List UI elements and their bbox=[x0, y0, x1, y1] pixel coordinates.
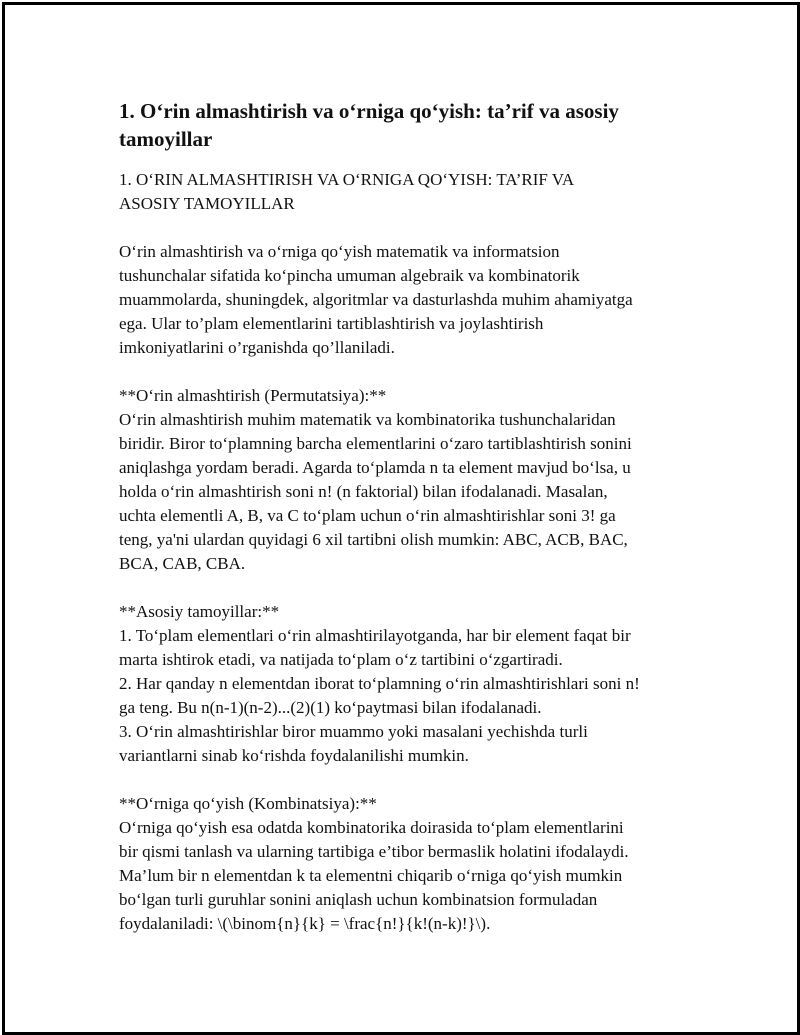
permutation-line: teng, ya'ni ulardan quyidagi 6 xil tartibni olish mumkin: ABC, ACB, BAC, bbox=[119, 530, 628, 549]
permutation-line: aniqlashga yordam beradi. Agarda to‘plamda n ta element mavjud bo‘lsa, u bbox=[119, 458, 631, 477]
combination-heading: **O‘rniga qo‘yish (Kombinatsiya):** bbox=[119, 794, 377, 813]
principles-line: marta ishtirok etadi, va natijada to‘plam o‘z tartibini o‘zgartiradi. bbox=[119, 650, 563, 669]
combination-line: bir qismi tanlash va ularning tartibiga e’tibor bermaslik holatini ifodalaydi. bbox=[119, 842, 629, 861]
intro-line: imkoniyatlarini o’rganishda qo’llaniladi. bbox=[119, 338, 395, 357]
intro-line: tushunchalar sifatida ko‘pincha umuman algebraik va kombinatorik bbox=[119, 266, 580, 285]
permutation-heading: **O‘rin almashtirish (Permutatsiya):** bbox=[119, 386, 387, 405]
intro-line: O‘rin almashtirish va o‘rniga qo‘yish matematik va informatsion bbox=[119, 242, 560, 261]
principles-line: 2. Har qanday n elementdan iborat to‘plamning o‘rin almashtirishlari soni n! bbox=[119, 674, 640, 693]
combination-line: foydalaniladi: \(\binom{n}{k} = \frac{n!}{k!(n-k)!}\). bbox=[119, 914, 491, 933]
permutation-line: BCA, CAB, CBA. bbox=[119, 554, 246, 573]
combination-line: bo‘lgan turli guruhlar sonini aniqlash uchun kombinatsion formuladan bbox=[119, 890, 598, 909]
intro-line: ega. Ular to’plam elementlarini tartiblashtirish va joylashtirish bbox=[119, 314, 544, 333]
combination-line: O‘rniga qo‘yish esa odatda kombinatorika doirasida to‘plam elementlarini bbox=[119, 818, 624, 837]
permutation-line: O‘rin almashtirish muhim matematik va kombinatorika tushunchalaridan bbox=[119, 410, 616, 429]
intro-line: muammolarda, shuningdek, algoritmlar va dasturlashda muhim ahamiyatga bbox=[119, 290, 633, 309]
subtitle-line: 1. O‘RIN ALMASHTIRISH VA O‘RNIGA QO‘YISH: TA’RIF VA bbox=[119, 170, 575, 189]
combination-section bbox=[119, 792, 699, 936]
principles-heading: **Asosiy tamoyillar:** bbox=[119, 602, 280, 621]
document-title bbox=[119, 97, 699, 153]
principles-line: 1. To‘plam elementlari o‘rin almashtirilayotganda, har bir element faqat bir bbox=[119, 626, 631, 645]
title-line: 1. O‘rin almashtirish va o‘rniga qo‘yish: ta’rif va asosiy bbox=[119, 99, 619, 123]
combination-line: Ma’lum bir n elementdan k ta elementni chiqarib o‘rniga qo‘yish mumkin bbox=[119, 866, 623, 885]
permutation-line: uchta elementli A, B, va C to‘plam uchun o‘rin almashtirishlar soni 3! ga bbox=[119, 506, 616, 525]
principles-line: 3. O‘rin almashtirishlar biror muammo yoki masalani yechishda turli bbox=[119, 722, 588, 741]
permutation-line: biridir. Biror to‘plamning barcha elementlarini o‘zaro tartiblashtirish sonini bbox=[119, 434, 632, 453]
principles-section bbox=[119, 600, 699, 768]
permutation-section bbox=[119, 384, 699, 576]
title-line: tamoyillar bbox=[119, 127, 213, 151]
document-subtitle bbox=[119, 168, 699, 216]
permutation-line: holda o‘rin almashtirish soni n! (n faktorial) bilan ifodalanadi. Masalan, bbox=[119, 482, 608, 501]
page-frame bbox=[2, 2, 800, 1035]
principles-line: ga teng. Bu n(n-1)(n-2)...(2)(1) ko‘paytmasi bilan ifodalanadi. bbox=[119, 698, 542, 717]
intro-paragraph bbox=[119, 240, 699, 360]
principles-line: variantlarni sinab ko‘rishda foydalanilishi mumkin. bbox=[119, 746, 469, 765]
subtitle-line: ASOSIY TAMOYILLAR bbox=[119, 194, 295, 213]
document-body bbox=[119, 97, 699, 936]
